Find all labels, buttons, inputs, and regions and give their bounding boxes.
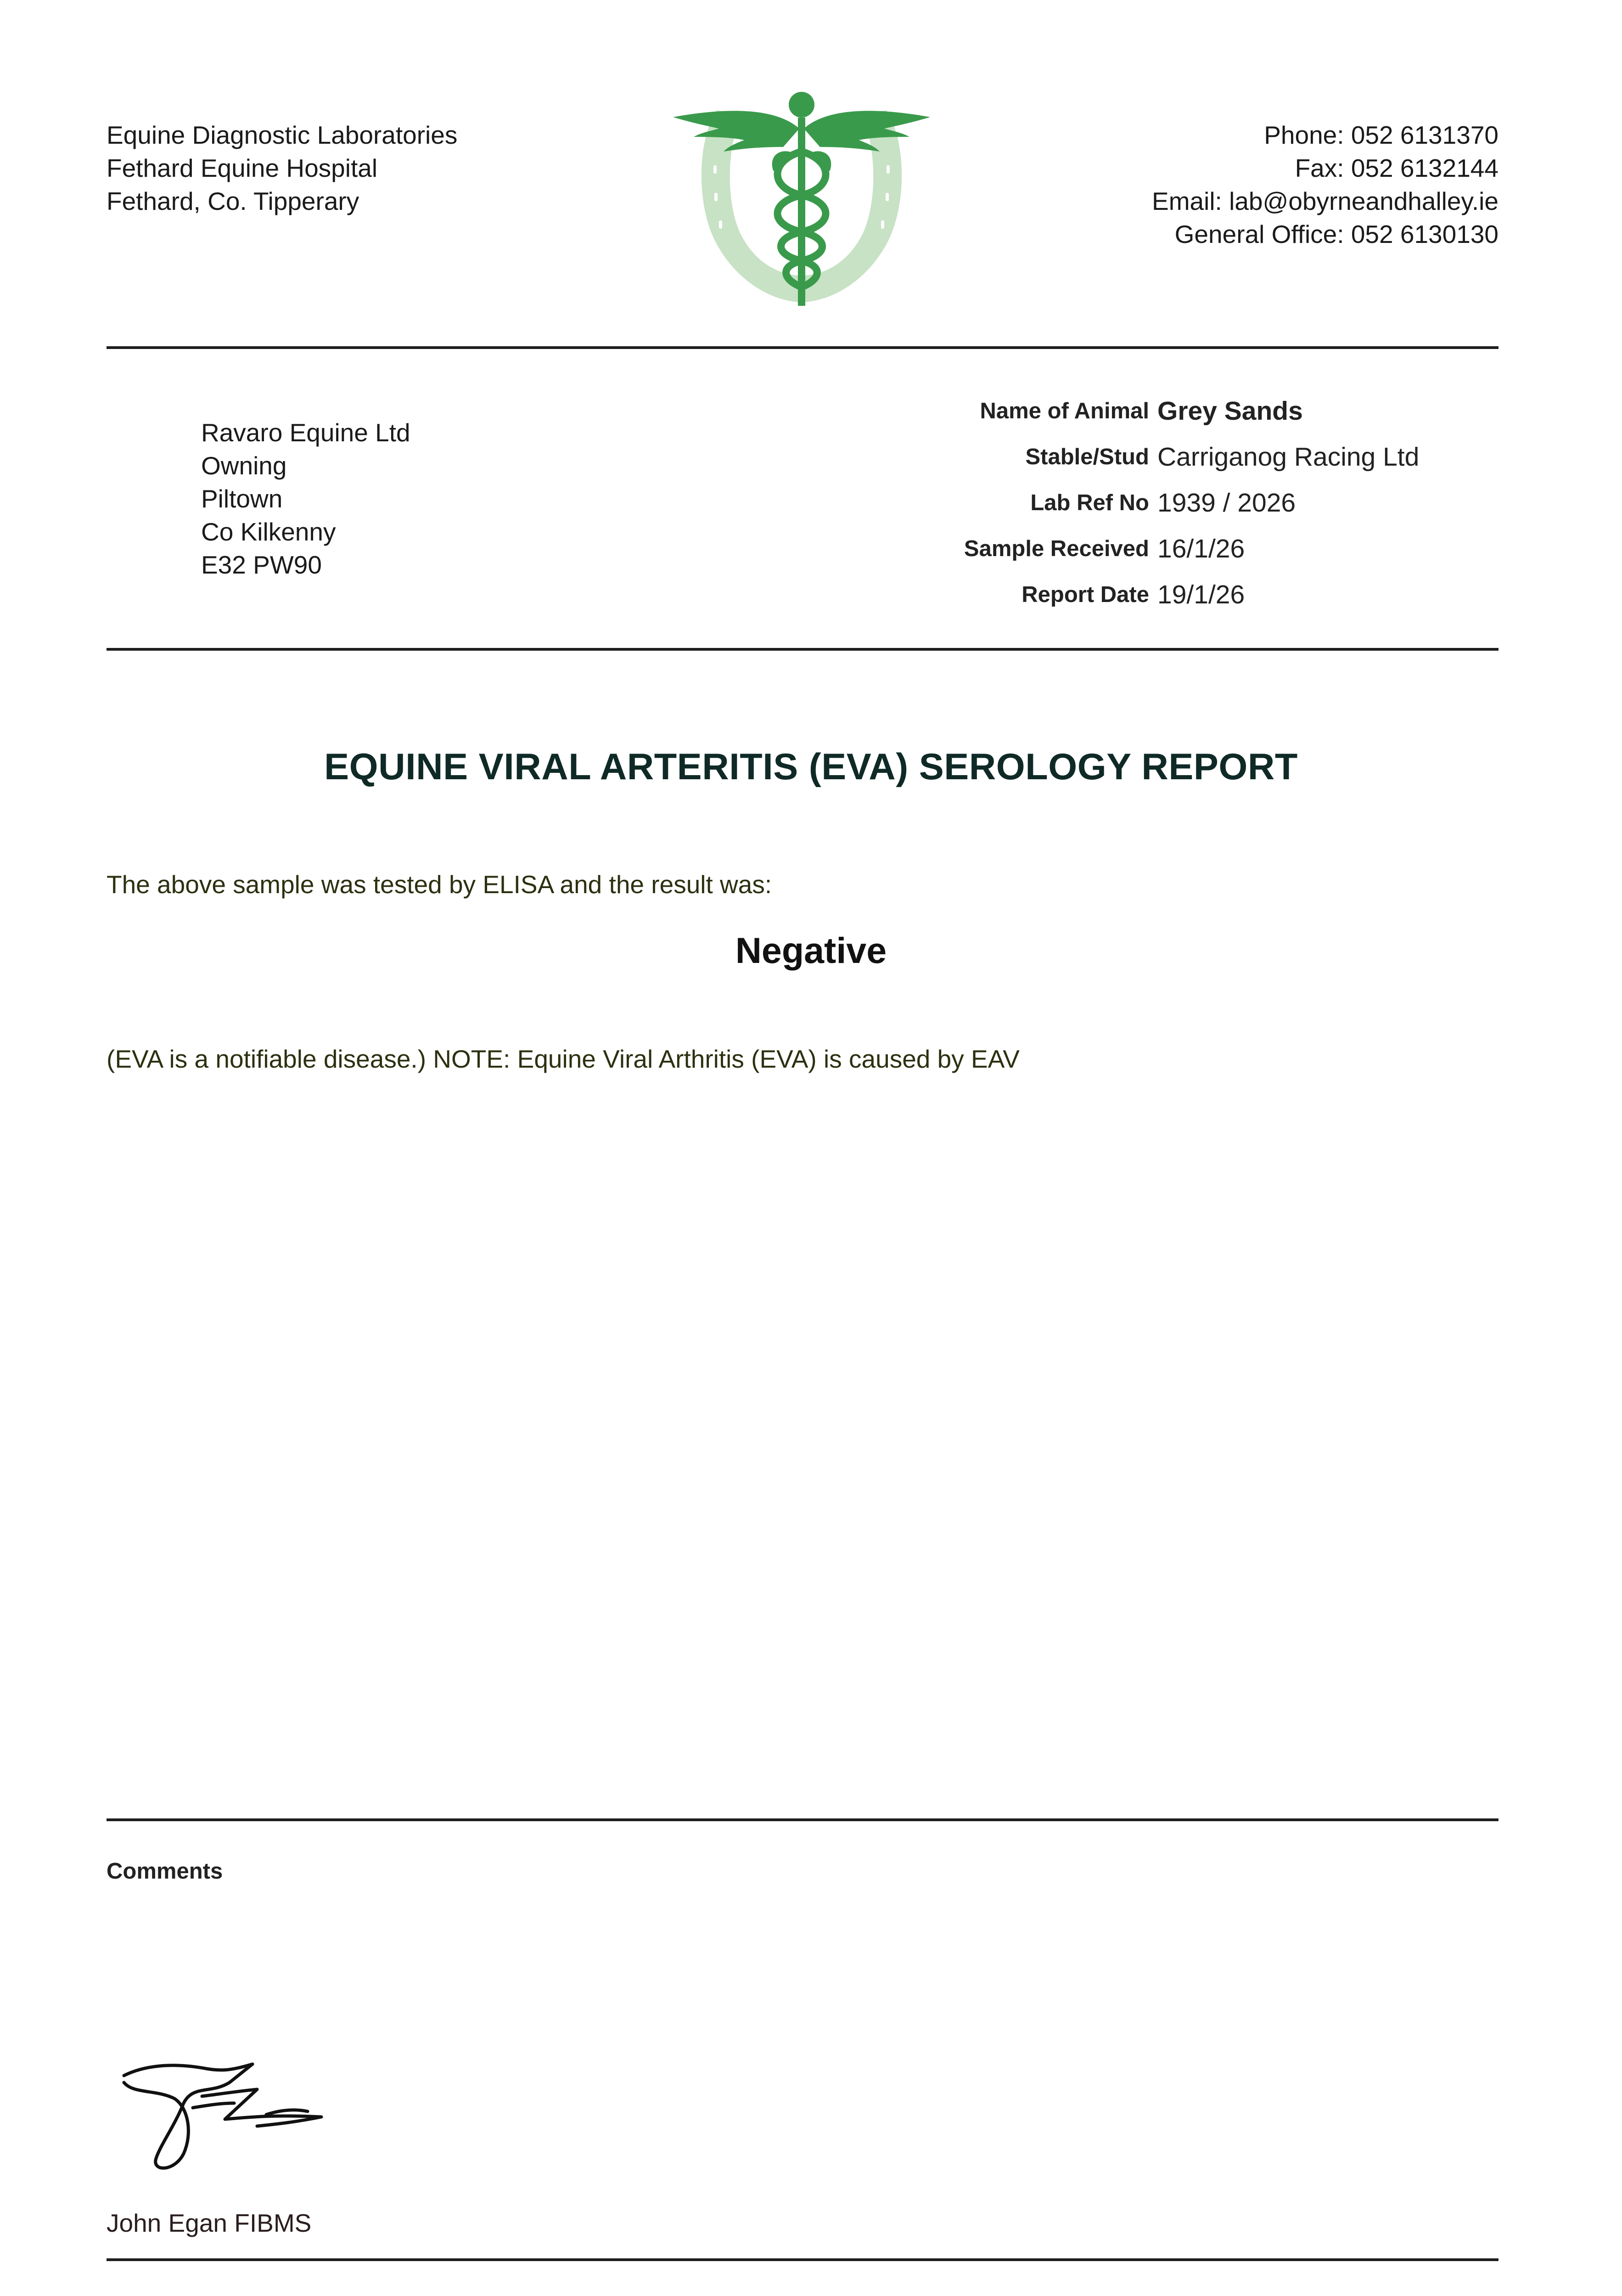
report-date: 19/1/26: [1157, 580, 1245, 609]
contact-block: [1152, 118, 1499, 251]
signatory-name: John Egan FIBMS: [107, 2209, 312, 2237]
recipient-county: Co Kilkenny: [201, 518, 336, 546]
stable-name: Carriganog Racing Ltd: [1157, 442, 1420, 472]
detail-label: Lab Ref No: [1030, 490, 1149, 515]
comments-divider: [107, 1818, 1499, 1821]
footer-divider: [107, 2258, 1499, 2261]
general-office-number: General Office: 052 6130130: [1174, 220, 1499, 248]
lab-address: [107, 118, 457, 218]
test-result: Negative: [735, 930, 887, 971]
detail-row-lab-ref: [0, 480, 1622, 526]
right-wing: [804, 111, 930, 152]
recipient-town: Piltown: [201, 484, 283, 513]
lab-location: Fethard, Co. Tipperary: [107, 187, 359, 215]
detail-row-animal-name: [0, 388, 1622, 434]
phone-number: Phone: 052 6131370: [1264, 121, 1499, 149]
details-divider: [107, 648, 1499, 651]
header-divider: [107, 346, 1499, 349]
recipient-name: Ravaro Equine Ltd: [201, 418, 410, 447]
animal-name: Grey Sands: [1157, 396, 1303, 426]
detail-label: Name of Animal: [980, 399, 1149, 423]
comments-heading: Comments: [107, 1859, 223, 1884]
caduceus-horseshoe-icon: [668, 83, 935, 317]
detail-label: Sample Received: [964, 536, 1149, 561]
recipient-line-2: Owning: [201, 451, 287, 480]
email-address: Email: lab@obyrneandhalley.ie: [1152, 187, 1499, 215]
detail-label: Report Date: [1021, 582, 1149, 607]
lab-hospital: Fethard Equine Hospital: [107, 154, 378, 182]
lab-ref-number: 1939 / 2026: [1157, 488, 1296, 518]
detail-row-sample-received: [0, 526, 1622, 572]
fax-number: Fax: 052 6132144: [1295, 154, 1499, 182]
detail-row-report-date: [0, 572, 1622, 618]
detail-label: Stable/Stud: [1025, 445, 1149, 469]
handwritten-signature-icon: [115, 2057, 344, 2181]
lab-name: Equine Diagnostic Laboratories: [107, 121, 458, 149]
recipient-eircode: E32 PW90: [201, 551, 322, 579]
test-method-text: The above sample was tested by ELISA and the result was:: [107, 870, 772, 899]
detail-row-stable: [0, 434, 1622, 480]
sample-received-date: 16/1/26: [1157, 534, 1245, 563]
disease-note: (EVA is a notifiable disease.) NOTE: Equine Viral Arthritis (EVA) is caused by EAV: [107, 1045, 1020, 1073]
left-wing: [673, 111, 799, 152]
report-title: EQUINE VIRAL ARTERITIS (EVA) SEROLOGY REPORT: [324, 746, 1298, 788]
